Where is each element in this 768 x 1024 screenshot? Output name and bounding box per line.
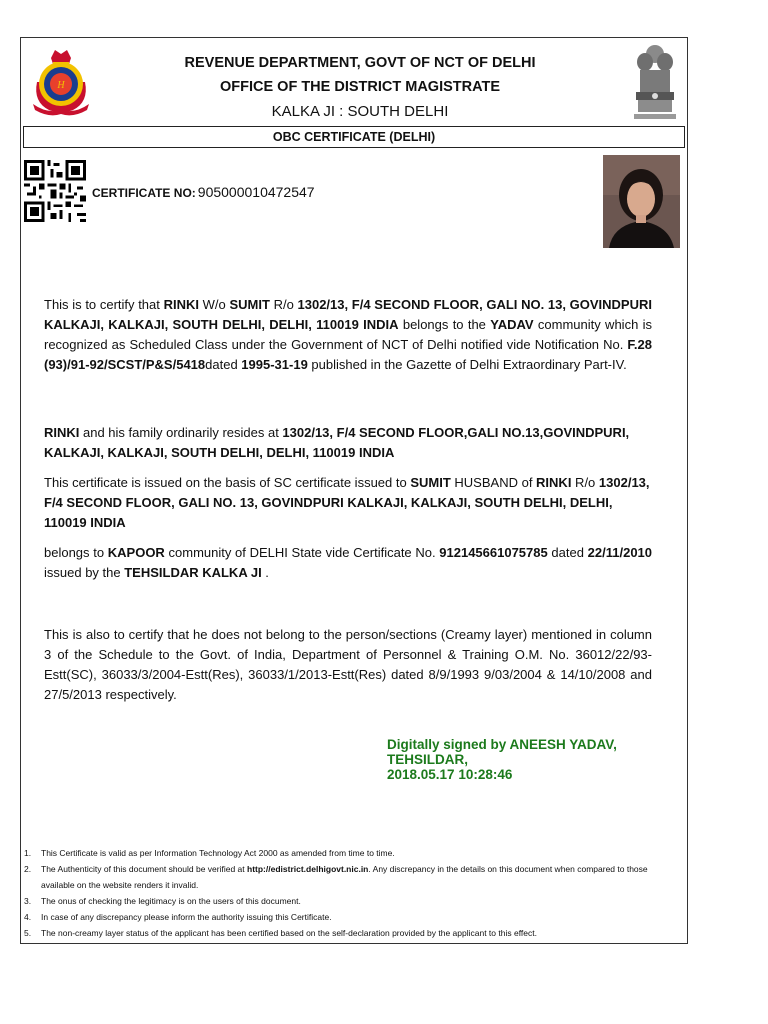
basis-paragraph: This certificate is issued on the basis of SC certificate issued to SUMIT HUSBAND of RINKI R/o 1302/13, F/4 SECOND FLOOR, GALI NO. 13, GOVINDPURI KALKAJI, KALKAJI, SOUTH DELHI, DELHI, 110019 INDIA: [44, 475, 650, 530]
certificate-number: CERTIFICATE NO: 905000010472547: [92, 184, 315, 200]
note-item: 3. The onus of checking the legitimacy is on the users of this document.: [24, 896, 301, 906]
qr-code: [24, 160, 86, 222]
department-heading: REVENUE DEPARTMENT, GOVT OF NCT OF DELHI: [184, 55, 536, 71]
residence-paragraph: RINKI and his family ordinarily resides at 1302/13, F/4 SECOND FLOOR,GALI NO.13,GOVINDPURI, KALKAJI, KALKAJI, SOUTH DELHI, DELHI, 110019 INDIA: [44, 425, 630, 460]
notes-list: [24, 845, 679, 941]
digital-signature: Digitally signed by ANEESH YADAV, TEHSILDAR, 2018.05.17 10:28:46: [387, 737, 617, 782]
verification-link[interactable]: http://edistrict.delhigovt.nic.in: [247, 864, 369, 874]
national-emblem: [628, 40, 682, 122]
community-paragraph: belongs to KAPOOR community of DELHI State vide Certificate No. 912145661075785 dated 22/11/2010 issued by the TEHSILDAR KALKA JI .: [44, 545, 653, 580]
district-heading: KALKA JI : SOUTH DELHI: [271, 103, 449, 120]
note-item: 1. This Certificate is valid as per Information Technology Act 2000 as amended from time to time.: [24, 848, 395, 858]
creamy-layer-paragraph: This is also to certify that he does not belong to the person/sections (Creamy layer) mentioned in column 3 of the Schedule to the Govt. of India, Department of Personnel & Training O.M. No. 36012/22/93-Estt(SC), 36033/3/2004-Estt(Res), 36033/1/2013-Estt(Res) dated 8/9/1993 9/03/2004 & 14/10/2008 and 27/5/2013 respectively.: [44, 627, 652, 702]
office-heading: OFFICE OF THE DISTRICT MAGISTRATE: [219, 79, 501, 95]
certificate-title: OBC CERTIFICATE (DELHI): [23, 126, 685, 148]
note-item: 2. The Authenticity of this document should be verified at http://edistrict.delhigovt.nic.in. Any discrepancy in the details on this document when compared to those available on the website renders it invalid.: [24, 864, 648, 890]
department-logo: [27, 44, 95, 116]
certification-paragraph: This is to certify that RINKI W/o SUMIT R/o 1302/13, F/4 SECOND FLOOR, GALI NO. 13, GOVINDPURI KALKAJI, KALKAJI, SOUTH DELHI, DELHI, 110019 INDIA belongs to the YADAV community which is recognized as Scheduled Class under the Government of NCT of Delhi notified vide Notification No. F.28 (93)/91-92/SCST/P&S/5418dated 1995-31-19 published in the Gazette of Delhi Extraordinary Part-IV.: [44, 297, 652, 372]
applicant-photo: [603, 155, 680, 248]
note-item: 4. In case of any discrepancy please inform the authority issuing this Certificate.: [24, 912, 332, 922]
svg-text:H: H: [57, 80, 65, 91]
note-item: 5. The non-creamy layer status of the applicant has been certified based on the self-declaration provided by the applicant to this effect.: [24, 928, 537, 938]
